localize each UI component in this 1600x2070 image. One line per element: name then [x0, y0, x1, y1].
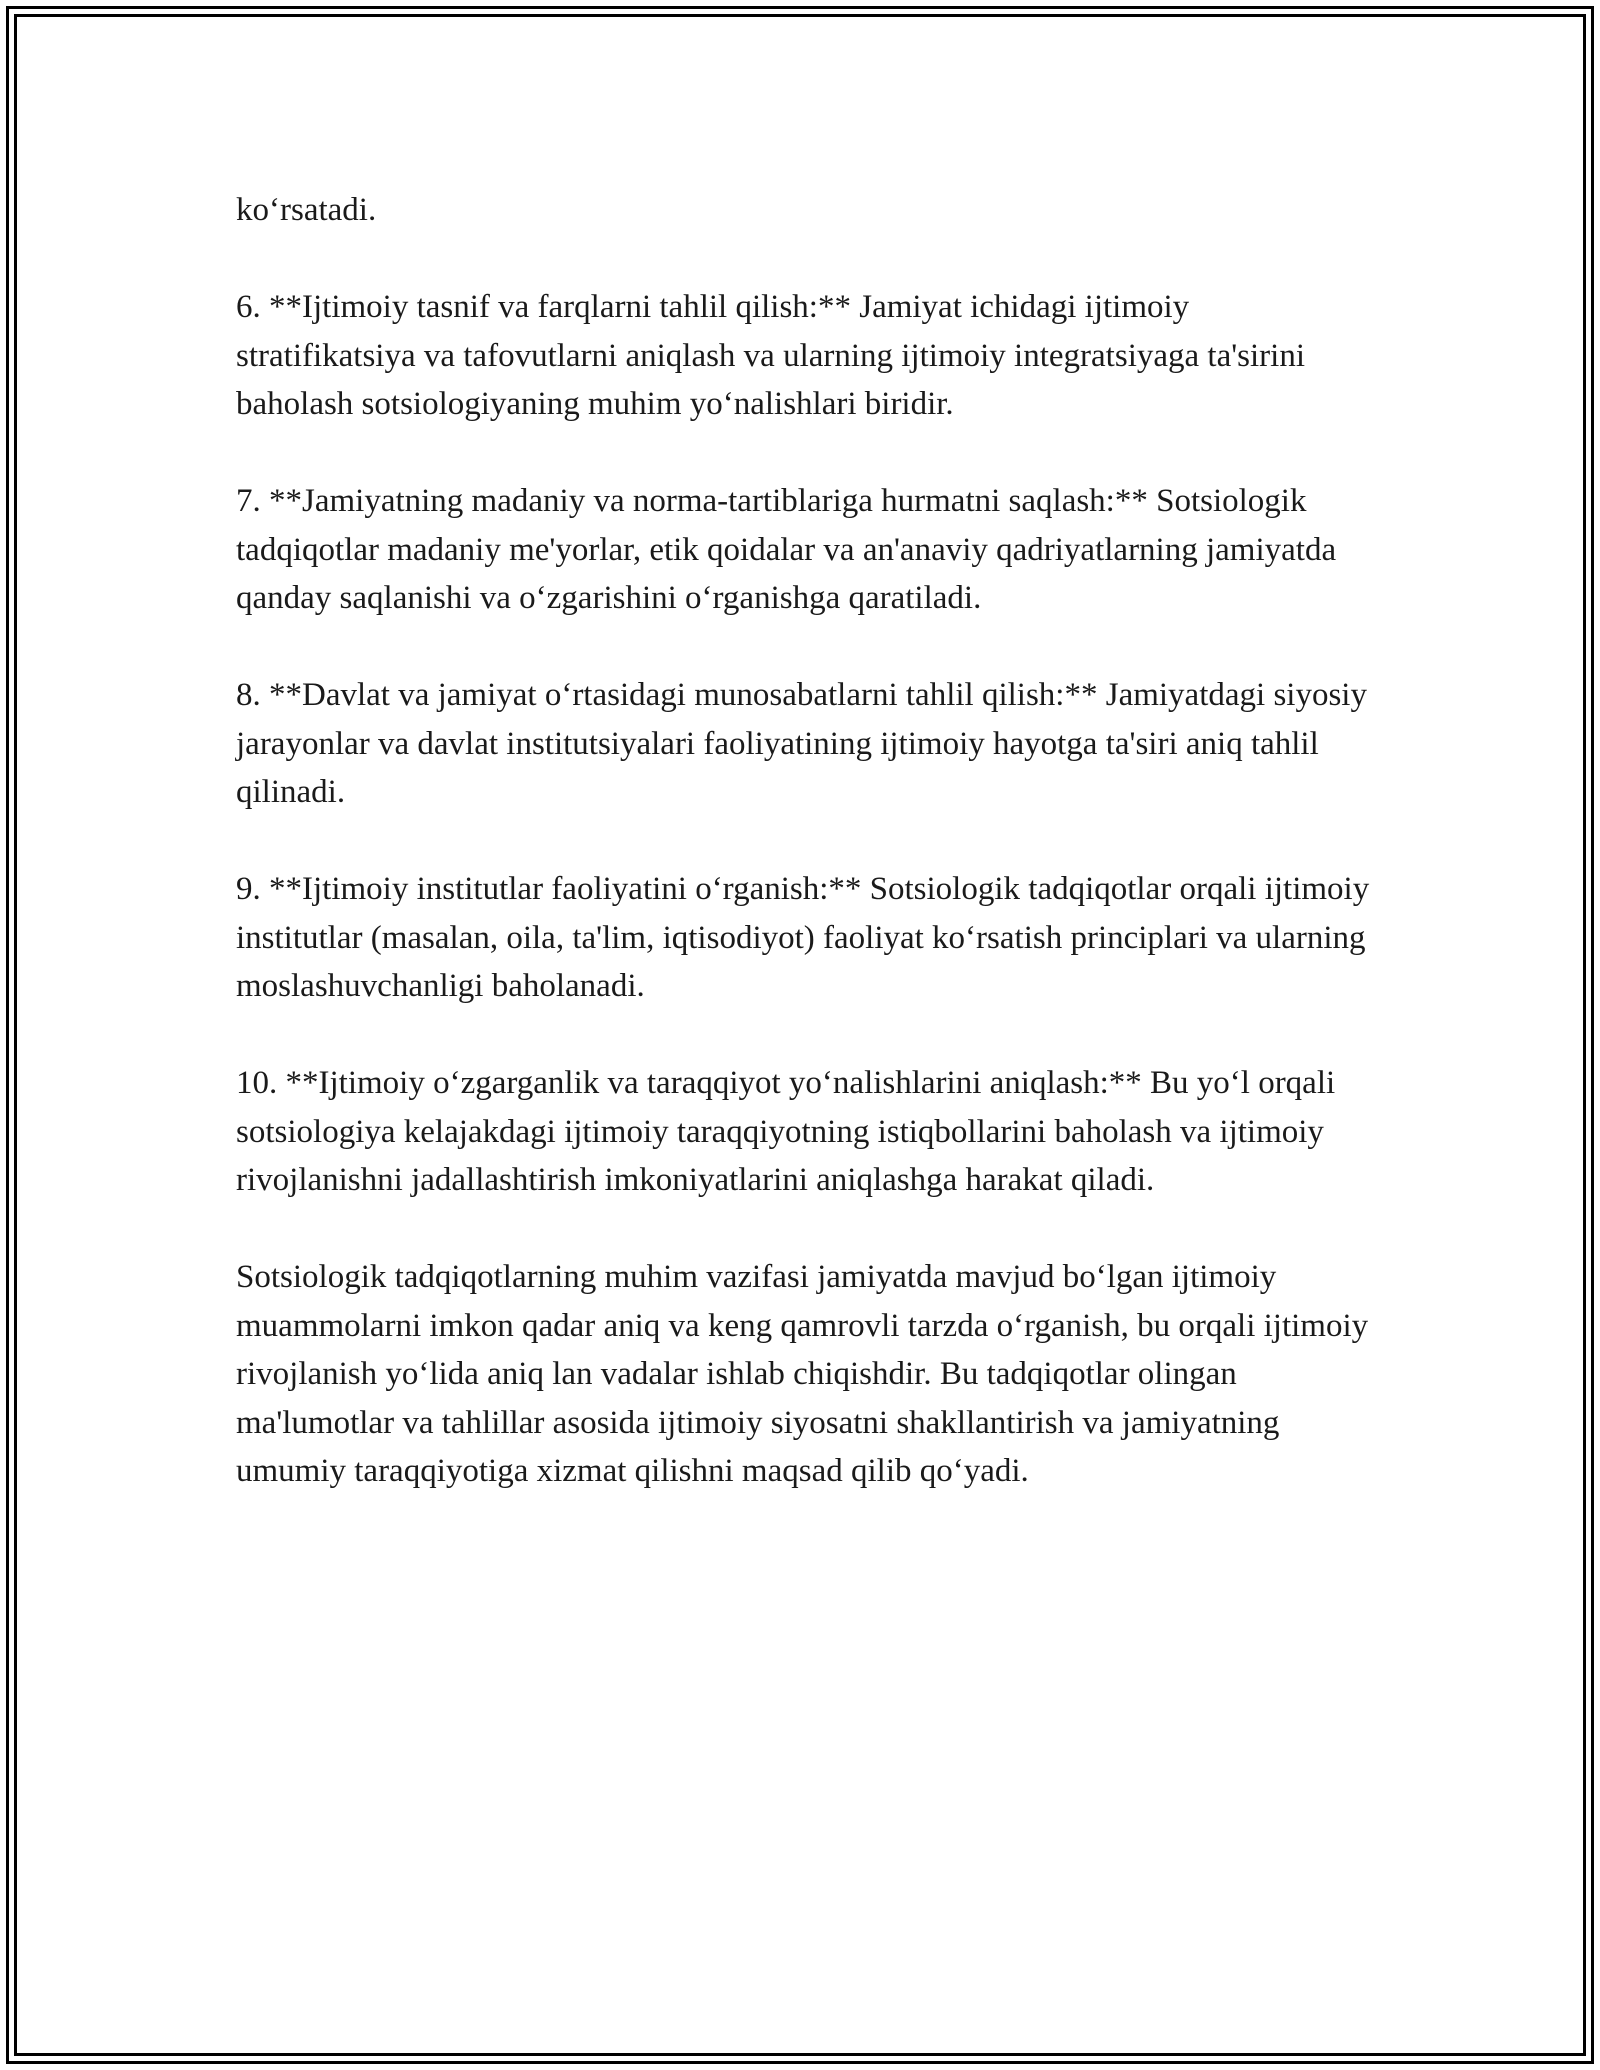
paragraph-conclusion: Sotsiologik tadqiqotlarning muhim vazifasi jamiyatda mavjud bo‘lgan ijtimoiy muammolarni imkon qadar aniq va keng qamrovli tarzda o‘rganish, bu orqali ijtimoiy rivojlanish yo‘lida aniq lan vadalar ishlab chiqishdir. Bu tadqiqotlar olingan ma'lumotlar va tahlillar asosida ijtimoiy siyosatni shakllantirish va jamiyatning umumiy taraqqiyotiga xizmat qilishni maqsad qilib qo‘yadi.: [236, 1259, 1369, 1489]
paragraph-item-7: 7. **Jamiyatning madaniy va norma-tartiblariga hurmatni saqlash:** Sotsiologik tadqiqotlar madaniy me'yorlar, etik qoidalar va an'anaviy qadriyatlarning jamiyatda qanday saqlanishi va o‘zgarishini o‘rganishga qaratiladi.: [236, 483, 1337, 616]
paragraph-continuation: ko‘rsatadi.: [236, 192, 377, 228]
document-body: [236, 186, 1376, 1496]
paragraph-item-8: 8. **Davlat va jamiyat o‘rtasidagi munosabatlarni tahlil qilish:** Jamiyatdagi siyosiy jarayonlar va davlat institutsiyalari faoliyatining ijtimoiy hayotga ta'siri aniq tahlil qilinadi.: [236, 677, 1367, 810]
paragraph-item-6: 6. **Ijtimoiy tasnif va farqlarni tahlil qilish:** Jamiyat ichidagi ijtimoiy stratifikatsiya va tafovutlarni aniqlash va ularning ijtimoiy integratsiyaga ta'sirini baholash sotsiologiyaning muhim yo‘nalishlari biridir.: [236, 289, 1306, 422]
paragraph-item-9: 9. **Ijtimoiy institutlar faoliyatini o‘rganish:** Sotsiologik tadqiqotlar orqali ijtimoiy institutlar (masalan, oila, ta'lim, iqtisodiyot) faoliyat ko‘rsatish principlari va ularning moslashuvchanligi baholanadi.: [236, 871, 1370, 1004]
paragraph-item-10: 10. **Ijtimoiy o‘zgarganlik va taraqqiyot yo‘nalishlarini aniqlash:** Bu yo‘l orqali sotsiologiya kelajakdagi ijtimoiy taraqqiyotning istiqbollarini baholash va ijtimoiy rivojlanishni jadallashtirish imkoniyatlarini aniqlashga harakat qiladi.: [236, 1065, 1336, 1198]
